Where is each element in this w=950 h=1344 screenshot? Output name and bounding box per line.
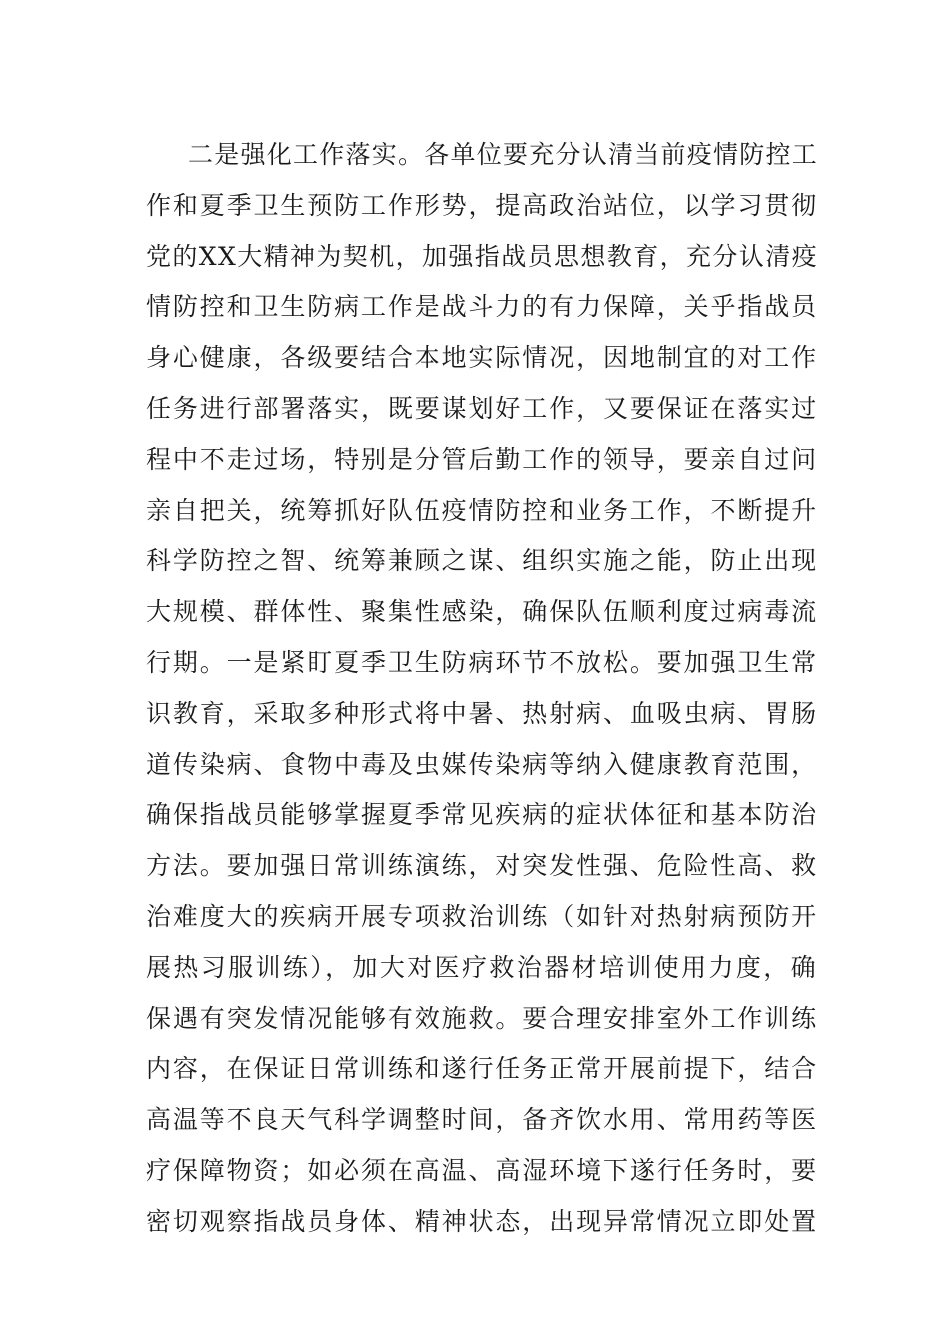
text-line: 展热习服训练），加大对医疗救治器材培训使用力度，确	[146, 952, 818, 982]
text-line: 高温等不良天气科学调整时间，备齐饮水用、常用药等医	[146, 1105, 818, 1135]
text-line: 识教育，采取多种形式将中暑、热射病、血吸虫病、胃肠	[146, 698, 818, 728]
text-line: 确保指战员能够掌握夏季常见疾病的症状体征和基本防治	[146, 800, 818, 830]
text-line: 密切观察指战员身体、精神状态，出现异常情况立即处置	[146, 1206, 818, 1236]
text-line: 保遇有突发情况能够有效施救。要合理安排室外工作训练	[146, 1003, 818, 1033]
text-line: 行期。一是紧盯夏季卫生防病环节不放松。要加强卫生常	[146, 647, 818, 677]
text-line: 情防控和卫生防病工作是战斗力的有力保障，关乎指战员	[146, 292, 818, 322]
text-line: 身心健康，各级要结合本地实际情况，因地制宜的对工作	[146, 343, 818, 373]
text-line: 作和夏季卫生预防工作形势，提高政治站位，以学习贯彻	[146, 190, 818, 220]
text-line: 亲自把关，统筹抓好队伍疫情防控和业务工作，不断提升	[146, 495, 818, 525]
text-line: 内容，在保证日常训练和遂行任务正常开展前提下，结合	[146, 1054, 818, 1084]
text-line: 大规模、群体性、聚集性感染，确保队伍顺利度过病毒流	[146, 597, 818, 627]
text-line: 二是强化工作落实。各单位要充分认清当前疫情防控工	[188, 140, 818, 169]
text-line: 程中不走过场，特别是分管后勤工作的领导，要亲自过问	[146, 444, 818, 474]
text-line: 道传染病、食物中毒及虫媒传染病等纳入健康教育范围，	[146, 749, 818, 779]
text-line: 任务进行部署落实，既要谋划好工作，又要保证在落实过	[146, 393, 818, 423]
text-line: 党的XX大精神为契机，加强指战员思想教育，充分认清疫	[146, 241, 818, 271]
text-line: 疗保障物资；如必须在高温、高湿环境下遂行任务时，要	[146, 1155, 818, 1185]
text-line: 科学防控之智、统筹兼顾之谋、组织实施之能，防止出现	[146, 546, 818, 576]
text-line: 治难度大的疾病开展专项救治训练（如针对热射病预防开	[146, 901, 818, 931]
text-line: 方法。要加强日常训练演练，对突发性强、危险性高、救	[146, 851, 818, 881]
body-paragraph	[146, 130, 818, 1248]
